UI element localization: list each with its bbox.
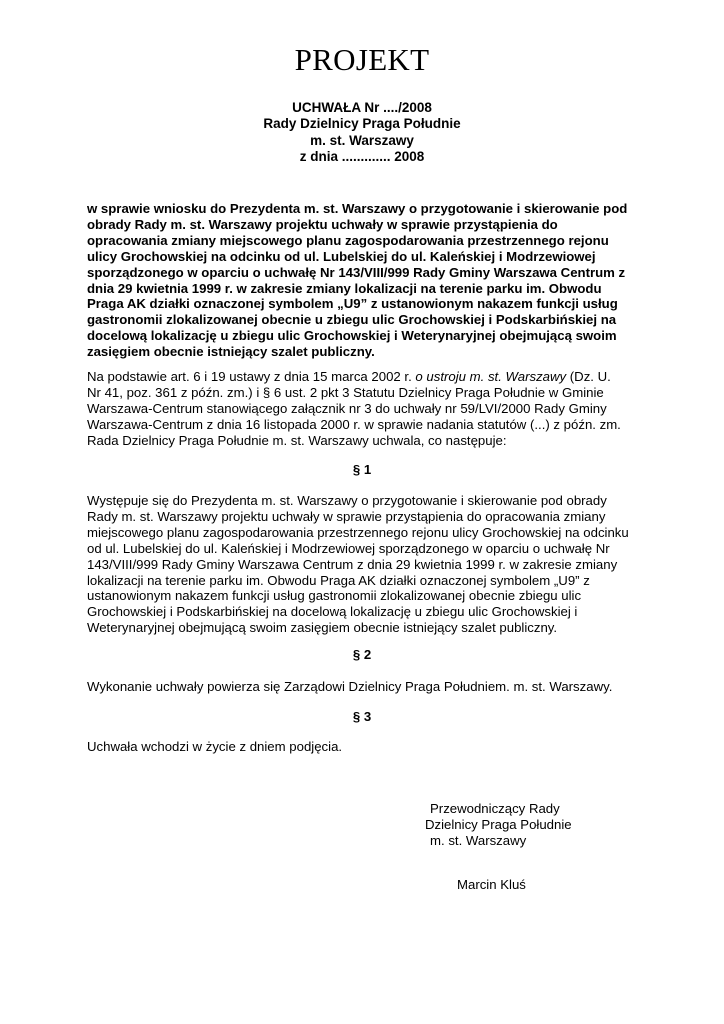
section-1-line: lokalizacji na terenie parku im. Obwodu Praga AK działki oznaczonej symbolem „U9” z bbox=[87, 572, 590, 588]
section-2-body: Wykonanie uchwały powierza się Zarządowi Dzielnicy Praga Południem. m. st. Warszawy. bbox=[87, 679, 613, 694]
subject-line: gastronomii zlokalizowanej obecnie u zbiegu ulic Grochowskiej i Podskarbińskiej na bbox=[87, 312, 617, 328]
section-1-line: ustanowionym nakazem funkcji usług gastronomii zlokalizowanej obecnie zbiegu ulic bbox=[87, 588, 582, 604]
subject-line: opracowania zmiany miejscowego planu zagospodarowania przestrzennego rejonu bbox=[87, 232, 609, 248]
projekt-stamp: PROJEKT bbox=[294, 42, 430, 77]
resolution-number: UCHWAŁA Nr ..../2008 bbox=[292, 100, 432, 115]
section-1-line: 143/VIII/999 Rady Gminy Warszawa Centrum z dnia 29 kwietnia 1999 r. w zakresie zmiany bbox=[87, 556, 618, 572]
legal-line bbox=[87, 369, 638, 385]
resolution-header bbox=[0, 100, 724, 165]
legal-line: Warszawa-Centrum z dnia 16 listopada 2000 r. w sprawie nadania statutów (...) z późn. zm. bbox=[87, 416, 621, 432]
section-1-line: Rady m. st. Warszawy projektu uchwały w sprawie przystąpienia do opracowania zmiany bbox=[87, 508, 606, 524]
section-1-line: Występuje się do Prezydenta m. st. Warszawy o przygotowanie i skierowanie pod obrady bbox=[87, 493, 607, 508]
signatory-title: Przewodniczący Rady bbox=[430, 801, 560, 816]
subject-line: sporządzonego w oparciu o uchwałę Nr 143/VIII/999 Rady Gminy Warszawa Centrum z bbox=[87, 264, 626, 280]
subject-line: w sprawie wniosku do Prezydenta m. st. Warszawy o przygotowanie i skierowanie pod bbox=[87, 201, 628, 216]
section-2-heading: § 2 bbox=[352, 647, 372, 662]
subject-line: obrady Rady m. st. Warszawy projektu uchwały w sprawie przystąpienia do bbox=[87, 216, 558, 232]
subject-line: dnia 29 kwietnia 1999 r. w zakresie zmiany lokalizacji na terenie parku im. Obwodu bbox=[87, 280, 602, 296]
city-name: m. st. Warszawy bbox=[310, 132, 414, 148]
act-title: o ustroju m. st. Warszawy bbox=[415, 369, 567, 384]
section-3-heading: § 3 bbox=[352, 709, 372, 724]
signatory-city: m. st. Warszawy bbox=[430, 833, 527, 848]
section-1-line: miejscowego planu zagospodarowania przestrzennego rejonu ulicy Grochowskiej na odcinku bbox=[87, 524, 629, 540]
subject-line: Praga AK działki oznaczonej symbolem „U9” z ustanowionym nakazem funkcji usług bbox=[87, 296, 618, 312]
signatory-council: Dzielnicy Praga Południe bbox=[425, 817, 572, 832]
section-1-line: Grochowskiej i Podskarbińskiej na docelową lokalizację u zbiegu ulic Grochowskiej i bbox=[87, 604, 578, 620]
legal-line: Nr 41, poz. 361 z późn. zm.) i § 6 ust. 2 pkt 3 Statutu Dzielnicy Praga Południe w Gminie bbox=[87, 384, 604, 400]
section-3-body: Uchwała wchodzi w życie z dniem podjęcia. bbox=[87, 739, 343, 754]
section-1-body bbox=[87, 493, 638, 636]
legal-basis bbox=[87, 369, 638, 449]
resolution-subject bbox=[87, 201, 638, 360]
signatory-name: Marcin Kluś bbox=[457, 877, 526, 892]
section-1-line: Weterynaryjnej obejmującą swoim zasięgiem obecnie istniejący szalet publiczny. bbox=[87, 620, 558, 636]
resolution-date: z dnia ............. 2008 bbox=[299, 148, 425, 164]
section-1-heading: § 1 bbox=[352, 462, 372, 477]
legal-text: (Dz. U. bbox=[566, 369, 611, 384]
subject-line: docelową lokalizację u zbiegu ulic Grochowskiej i Weterynaryjnej obejmującą swoim bbox=[87, 328, 617, 344]
subject-line: ulicy Grochowskiej na odcinku od ul. Lubelskiej do ul. Kaleńskiej i Modrzewiowej bbox=[87, 248, 596, 264]
legal-text: Na podstawie art. 6 i 19 ustawy z dnia 15 marca 2002 r. bbox=[87, 369, 416, 384]
legal-line: Warszawa-Centrum stanowiącego załącznik nr 3 do uchwały nr 59/LVI/2000 Rady Gminy bbox=[87, 400, 607, 416]
legal-line: Rada Dzielnicy Praga Południe m. st. Warszawy uchwala, co następuje: bbox=[87, 432, 507, 448]
subject-line: zasięgiem obecnie istniejący szalet publiczny. bbox=[87, 344, 375, 360]
council-name: Rady Dzielnicy Praga Południe bbox=[263, 116, 461, 132]
section-1-line: od ul. Lubelskiej do ul. Kaleńskiej i Modrzewiowej sporządzonego w oparciu o uchwałę Nr bbox=[87, 540, 610, 556]
